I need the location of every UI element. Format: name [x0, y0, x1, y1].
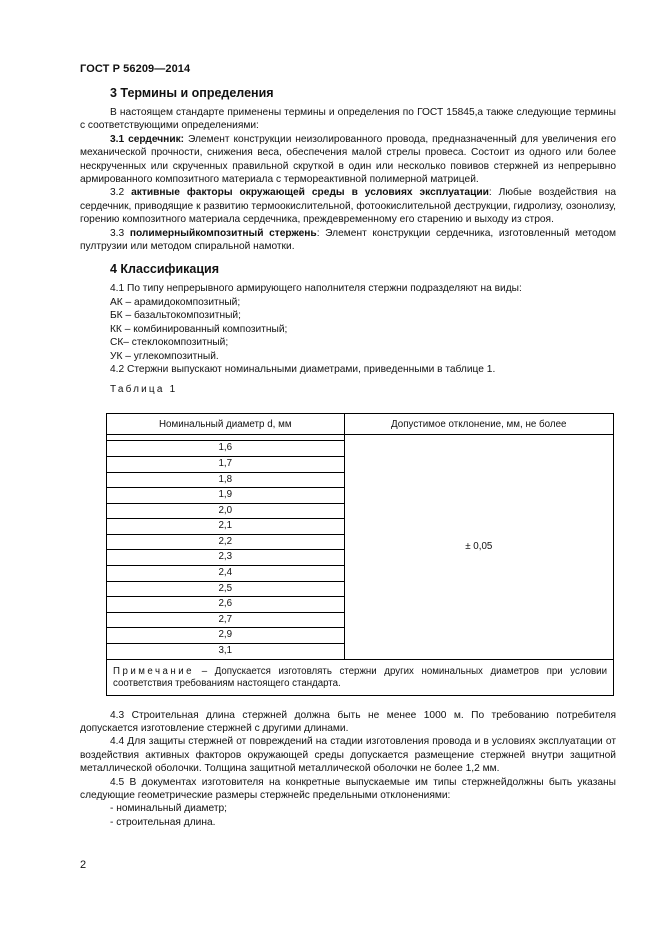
term-3-3-number: 3.3	[110, 227, 130, 239]
section-3-intro: В настоящем стандарте применены термины и определения по ГОСТ 15845,а также следующие термины с соответствующими определениями:	[80, 107, 616, 132]
note-text: – Допускается изготовлять стержни других номинальных диаметров при условии соответствия требованиям настоящего стандарта.	[113, 665, 607, 690]
column-header-tolerance: Допустимое отклонение, мм, не более	[344, 414, 613, 435]
list-item: - строительная длина.	[110, 816, 216, 828]
list-item: - номинальный диаметр;	[110, 803, 228, 815]
paragraph-4-3: 4.3 Строительная длина стержней должна быть не менее 1000 м. По требованию потребителя допускается изготовление стержней с другими длинами.	[80, 709, 616, 735]
type-list-item: АК – арамидокомпозитный;	[110, 296, 241, 308]
type-list-item: БК – базальтокомпозитный;	[110, 310, 241, 322]
term-3-2-definition: : Любые воздействия на сердечник, приводящие к развитию термоокислительной, фотоокислительной деструкции, гидролизу, озонолизу, горению композитного материала сердечника, преждевременному его старению и выходу из строя.	[80, 187, 616, 226]
term-3-3	[80, 227, 616, 254]
document-standard-number: ГОСТ Р 56209—2014	[80, 63, 191, 75]
paragraph-4-5: 4.5 В документах изготовителя на конкретные выпускаемые им типы стержнейдолжны быть указаны следующие геометрические размеры стержнейс предельными отклонениями:	[80, 776, 616, 802]
diameter-cell: 2,5	[107, 581, 345, 597]
paragraph-4-2: 4.2 Стержни выпускают номинальными диаметрами, приведенными в таблице 1.	[110, 363, 496, 375]
section-3-title: 3 Термины и определения	[110, 86, 274, 100]
diameter-cell: 2,0	[107, 503, 345, 519]
diameter-cell: 1,9	[107, 488, 345, 504]
term-3-3-definition: : Элемент конструкции сердечника, изготовленный методом пултрузии или методом спиральной намотки.	[80, 227, 617, 253]
document-body	[80, 86, 616, 829]
term-3-3-name: полимерныйкомпозитный стержень	[129, 227, 317, 239]
term-3-1	[80, 133, 616, 187]
diameter-cell: 2,1	[107, 519, 345, 535]
diameter-cell: 1,7	[107, 456, 345, 472]
table-caption: Таблица 1	[110, 384, 178, 396]
term-3-1-definition: Элемент конструкции неизолированного провода, предназначенный для увеличения его механической прочности, снижения веса, обеспечения малой стрелы провеса. Состоит из одного или более нескрученных или скрученных правильной скруткой в один или несколько повивов стержней из непрерывно армированного композитного материала с термореактивной полимерной матрицей.	[80, 133, 616, 186]
diameter-cell: 2,6	[107, 597, 345, 613]
type-list-item: СК– стеклокомпозитный;	[110, 337, 229, 349]
type-list-item: КК – комбинированный композитный;	[110, 323, 288, 335]
paragraph-4-4: 4.4 Для защиты стержней от повреждений на стадии изготовления провода и в условиях эксплуатации от воздействия активных факторов окружающей среды допускается размещение стержней внутри защитной металлической оболочки. Толщина защитной металлической оболочки не более 1,2 мм.	[80, 736, 616, 775]
diameter-cell: 2,2	[107, 534, 345, 550]
diameter-cell: 2,9	[107, 628, 345, 644]
diameter-cell: 2,4	[107, 566, 345, 582]
type-list-item: УК – углекомпозитный.	[110, 350, 219, 362]
note-label: Примечание	[113, 665, 195, 677]
column-header-diameter: Номинальный диаметр d, мм	[107, 414, 345, 435]
table-note	[107, 659, 614, 695]
diameter-cell: 2,7	[107, 612, 345, 628]
paragraph-4-1: 4.1 По типу непрерывного армирующего наполнителя стержни подразделяют на виды:	[110, 283, 522, 295]
term-3-1-name: 3.1 сердечник:	[110, 133, 185, 145]
page-number: 2	[80, 859, 87, 871]
section-4-title: 4 Классификация	[110, 262, 220, 277]
tolerance-cell: ± 0,05	[344, 435, 613, 659]
diameter-cell: 2,3	[107, 550, 345, 566]
term-3-2-name: активные факторы окружающей среды в условиях эксплуатации	[131, 187, 489, 199]
term-3-2-number: 3.2	[110, 187, 132, 199]
diameter-table	[106, 413, 614, 695]
diameter-cell: 1,6	[107, 441, 345, 457]
term-3-2	[80, 186, 616, 226]
diameter-cell: 3,1	[107, 644, 345, 660]
diameter-cell: 1,8	[107, 472, 345, 488]
